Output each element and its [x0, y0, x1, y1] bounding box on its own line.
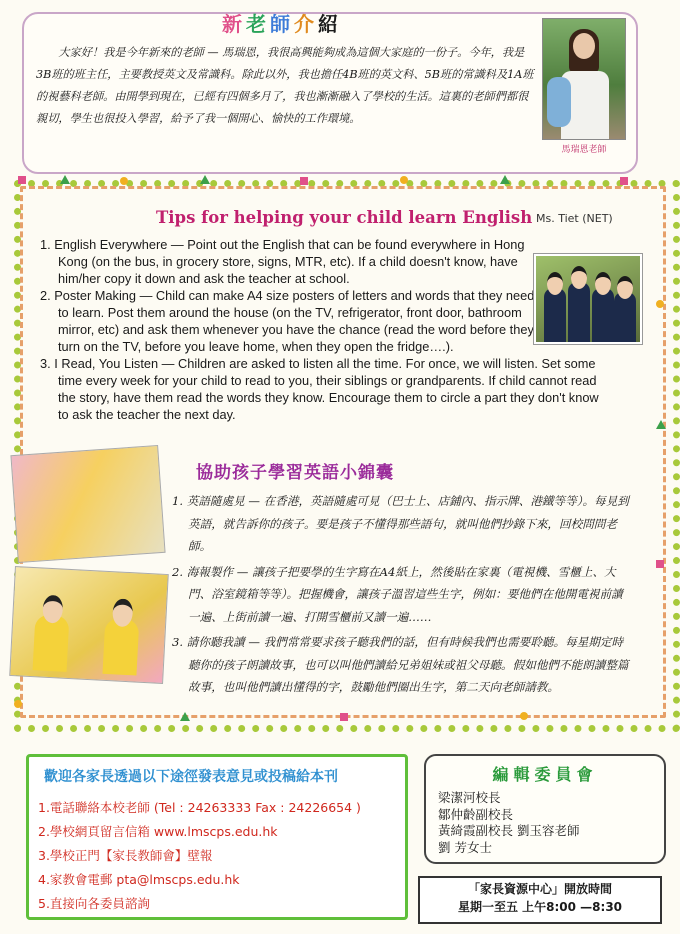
opening-hours-time: 星期一至五 上午8:00 —8:30 [457, 900, 623, 914]
list-item: 1. English Everywhere — Point out the English that can be found everywhere in Hong Kong (on the bus, in grocery store, signs, MTR, etc). If a child doesn't know, have him/her copy it down and ask the teacher at school. [40, 237, 525, 286]
classroom-photo [10, 445, 165, 563]
zh-tips-title: 協助孩子學習英語小錦囊 [196, 463, 394, 483]
intro-text: 大家好！我是今年新來的老師 — 馬瑞恩，我很高興能夠成為這個大家庭的一份子。今年，我是3B班的班主任，主要教授英文及常識科。除此以外，我也擔任4B班的英文科、5B班的常識科及1A班的視藝科老師。由開學到現在，已經有四個多月了，我也漸漸融入了學校的生活。這裏的老師們都很親切，學生也很投入學習，給予了我一個開心、愉快的工作環境。 [36, 46, 534, 125]
contact-item: 2.學校網頁留言信箱 www.lmscps.edu.hk [38, 824, 278, 839]
opening-hours-title: 「家長資源中心」開放時間 [467, 882, 612, 896]
editorial-member: 劉 芳女士 [438, 839, 492, 855]
editorial-members [438, 790, 579, 856]
contact-item: 3.學校正門【家長教師會】壁報 [38, 848, 213, 863]
zh-tips-list [172, 490, 632, 702]
students-photo [534, 254, 642, 344]
contact-item: 4.家教會電郵 pta@lmscps.edu.hk [38, 872, 240, 887]
teacher-photo [542, 18, 626, 140]
list-item: 2. Poster Making — Child can make A4 size posters of letters and words that they need to learn. Post them around the house (on the TV, refrigerator, front door, bathroom mirror, etc) and ask them whenever you have the chance (read the word before they turn on the TV, before you leave home, when they open the fridge….). [40, 288, 535, 354]
list-item: 3. 請你聽我讀 — 我們常常要求孩子聽我們的話，但有時候我們也需要聆聽。每星期定時聽你的孩子朗讀故事，也可以叫他們讀給兄弟姐妹或祖父母聽。假如他們不能朗讀整篇故事，也叫他們讀出懂得的字，鼓勵他們圈出生字，第二天向老師請教。 [172, 635, 629, 694]
teacher-photo-caption: 馬瑞恩老師 [561, 145, 607, 155]
editorial-member: 梁潔河校長 [438, 790, 501, 805]
contact-list [38, 796, 361, 916]
tips-author: Ms. Tiet (NET) [536, 212, 613, 225]
tips-title: Tips for helping your child learn English [156, 208, 533, 227]
intro-title: 新老師介紹 [222, 12, 342, 36]
tips-list [40, 236, 610, 423]
list-item: 3. I Read, You Listen — Children are asked to listen all the time. For once, we will listen. Set some time every week for your child to read to you, their siblings or grandparents. If child cannot read the story, have them read the words they know. Encourage them to circle a part they don't know to ask the teacher the next day. [40, 356, 599, 422]
editorial-title: 編輯委員會 [492, 765, 598, 784]
students-poster-photo [9, 566, 169, 684]
contact-title: 歡迎各家長透過以下途徑發表意見或投稿給本刊 [44, 769, 338, 785]
list-item: 2. 海報製作 — 讓孩子把要學的生字寫在A4紙上，然後貼在家裏（電視機、雪櫃上、大門、浴室鏡箱等等）。把握機會，讓孩子溫習這些生字，例如：要他們在他開電視前讀一遍、上街前讀一遍、打開雪櫃前又讀一遍…… [172, 564, 623, 624]
list-item: 1. 英語隨處見 — 在香港，英語隨處可見（巴士上、店鋪內、指示牌、港鐵等等）。每見到英語，就告訴你的孩子。要是孩子不懂得那些語句，就叫他們抄錄下來，回校問問老師。 [172, 494, 629, 553]
contact-item: 1.電話聯絡本校老師 (Tel : 24263333 Fax : 24226654 ) [38, 800, 361, 815]
editorial-member: 黃綺霞副校長 劉玉容老師 [438, 823, 580, 838]
contact-item: 5.直接向各委員諮詢 [38, 896, 150, 911]
editorial-member: 鄒仲齡副校長 [438, 806, 514, 822]
